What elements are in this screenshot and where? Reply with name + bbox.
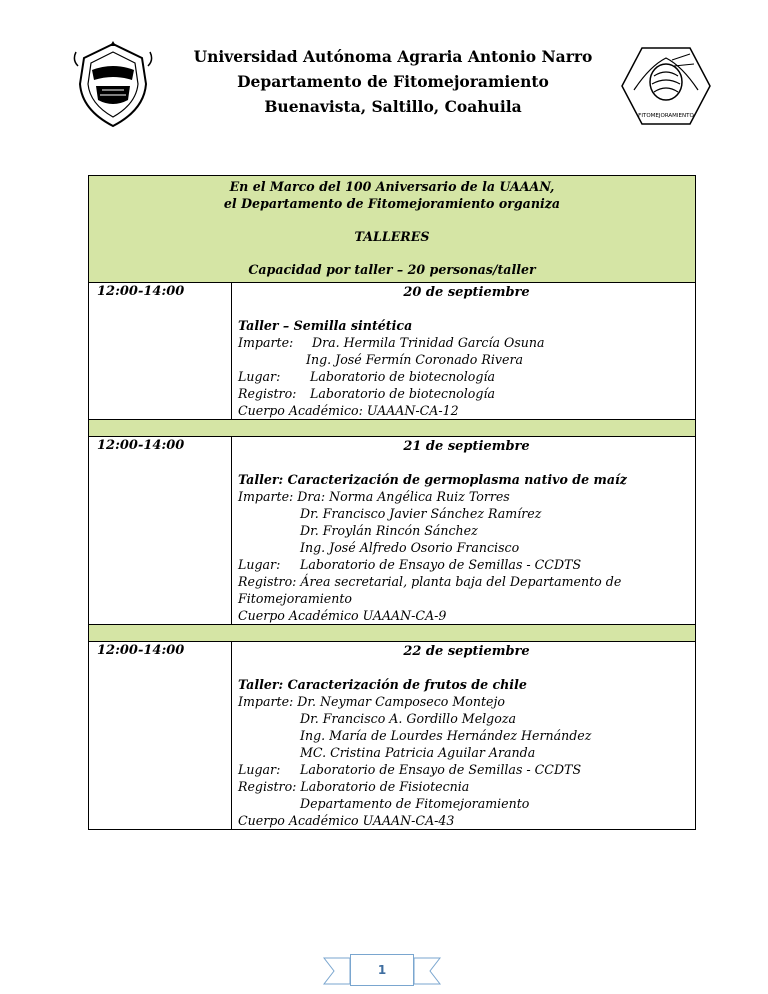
lugar-label: Lugar: xyxy=(238,557,281,572)
instructor: Ing. José Alfredo Osorio Francisco xyxy=(300,540,520,555)
session-date: 21 de septiembre xyxy=(403,439,530,454)
session-details xyxy=(232,437,696,625)
imparte-label: Imparte: xyxy=(238,335,294,350)
session-date: 20 de septiembre xyxy=(403,285,530,300)
separator-row xyxy=(89,625,696,642)
lugar-label: Lugar: xyxy=(238,762,281,777)
session-row xyxy=(89,642,696,830)
session-date: 22 de septiembre xyxy=(403,644,530,659)
intro-cell xyxy=(89,176,696,283)
instructor: Dr. Francisco Javier Sánchez Ramírez xyxy=(300,506,542,521)
session-time: 12:00-14:00 xyxy=(89,642,232,830)
university-name: Universidad Autónoma Agraria Antonio Narro xyxy=(193,47,593,66)
registration: Laboratorio de biotecnología xyxy=(310,386,495,401)
university-seal-logo xyxy=(72,40,154,130)
instructor: Ing. María de Lourdes Hernández Hernández xyxy=(300,728,592,743)
instructor: Imparte: Dra: Norma Angélica Ruiz Torres xyxy=(238,489,510,504)
venue: Laboratorio de Ensayo de Semillas - CCDTS xyxy=(300,762,582,777)
academic-body: Cuerpo Académico UAAAN-CA-43 xyxy=(238,813,455,828)
workshop-schedule-table xyxy=(88,175,696,830)
session-row xyxy=(89,437,696,625)
page-number: 1 xyxy=(350,954,414,986)
right-logo-caption: FITOMEJORAMIENTO xyxy=(638,113,694,119)
instructor: Dra. Hermila Trinidad García Osuna xyxy=(312,335,545,350)
session-row xyxy=(89,283,696,420)
intro-line-1: En el Marco del 100 Aniversario de la UAAAN, xyxy=(229,179,555,194)
registration: Registro: Área secretarial, planta baja del Departamento de xyxy=(238,574,622,589)
session-time: 12:00-14:00 xyxy=(89,283,232,420)
instructor: Dr. Francisco A. Gordillo Melgoza xyxy=(300,711,516,726)
department-name: Departamento de Fitomejoramiento xyxy=(237,72,549,91)
page-number-footer xyxy=(322,944,442,992)
registration-cont: Departamento de Fitomejoramiento xyxy=(300,796,530,811)
fitomejoramiento-logo xyxy=(620,46,712,126)
intro-capacity: Capacidad por taller – 20 personas/taller xyxy=(248,262,536,277)
location: Buenavista, Saltillo, Coahuila xyxy=(264,97,522,116)
intro-title: TALLERES xyxy=(354,229,430,244)
lugar-label: Lugar: xyxy=(238,369,281,384)
instructor: Imparte: Dr. Neymar Camposeco Montejo xyxy=(238,694,505,709)
institution-header xyxy=(150,44,636,119)
session-time: 12:00-14:00 xyxy=(89,437,232,625)
session-title: Taller – Semilla sintética xyxy=(238,318,413,333)
venue: Laboratorio de Ensayo de Semillas - CCDTS xyxy=(300,557,582,572)
registro-label: Registro: xyxy=(238,386,297,401)
registration: Registro: Laboratorio de Fisiotecnia xyxy=(238,779,470,794)
venue: Laboratorio de biotecnología xyxy=(310,369,495,384)
registration-cont: Fitomejoramiento xyxy=(238,591,352,606)
session-details xyxy=(232,642,696,830)
session-title: Taller: Caracterización de frutos de chile xyxy=(238,677,527,692)
instructor: MC. Cristina Patricia Aguilar Aranda xyxy=(300,745,536,760)
instructor: Ing. José Fermín Coronado Rivera xyxy=(306,352,524,367)
intro-line-2: el Departamento de Fitomejoramiento organiza xyxy=(223,196,561,211)
academic-body: Cuerpo Académico UAAAN-CA-9 xyxy=(238,608,447,623)
instructor: Dr. Froylán Rincón Sánchez xyxy=(300,523,478,538)
session-details xyxy=(232,283,696,420)
intro-row xyxy=(89,176,696,283)
session-title: Taller: Caracterización de germoplasma nativo de maíz xyxy=(238,472,627,487)
academic-body: Cuerpo Académico: UAAAN-CA-12 xyxy=(238,403,459,418)
separator-row xyxy=(89,420,696,437)
